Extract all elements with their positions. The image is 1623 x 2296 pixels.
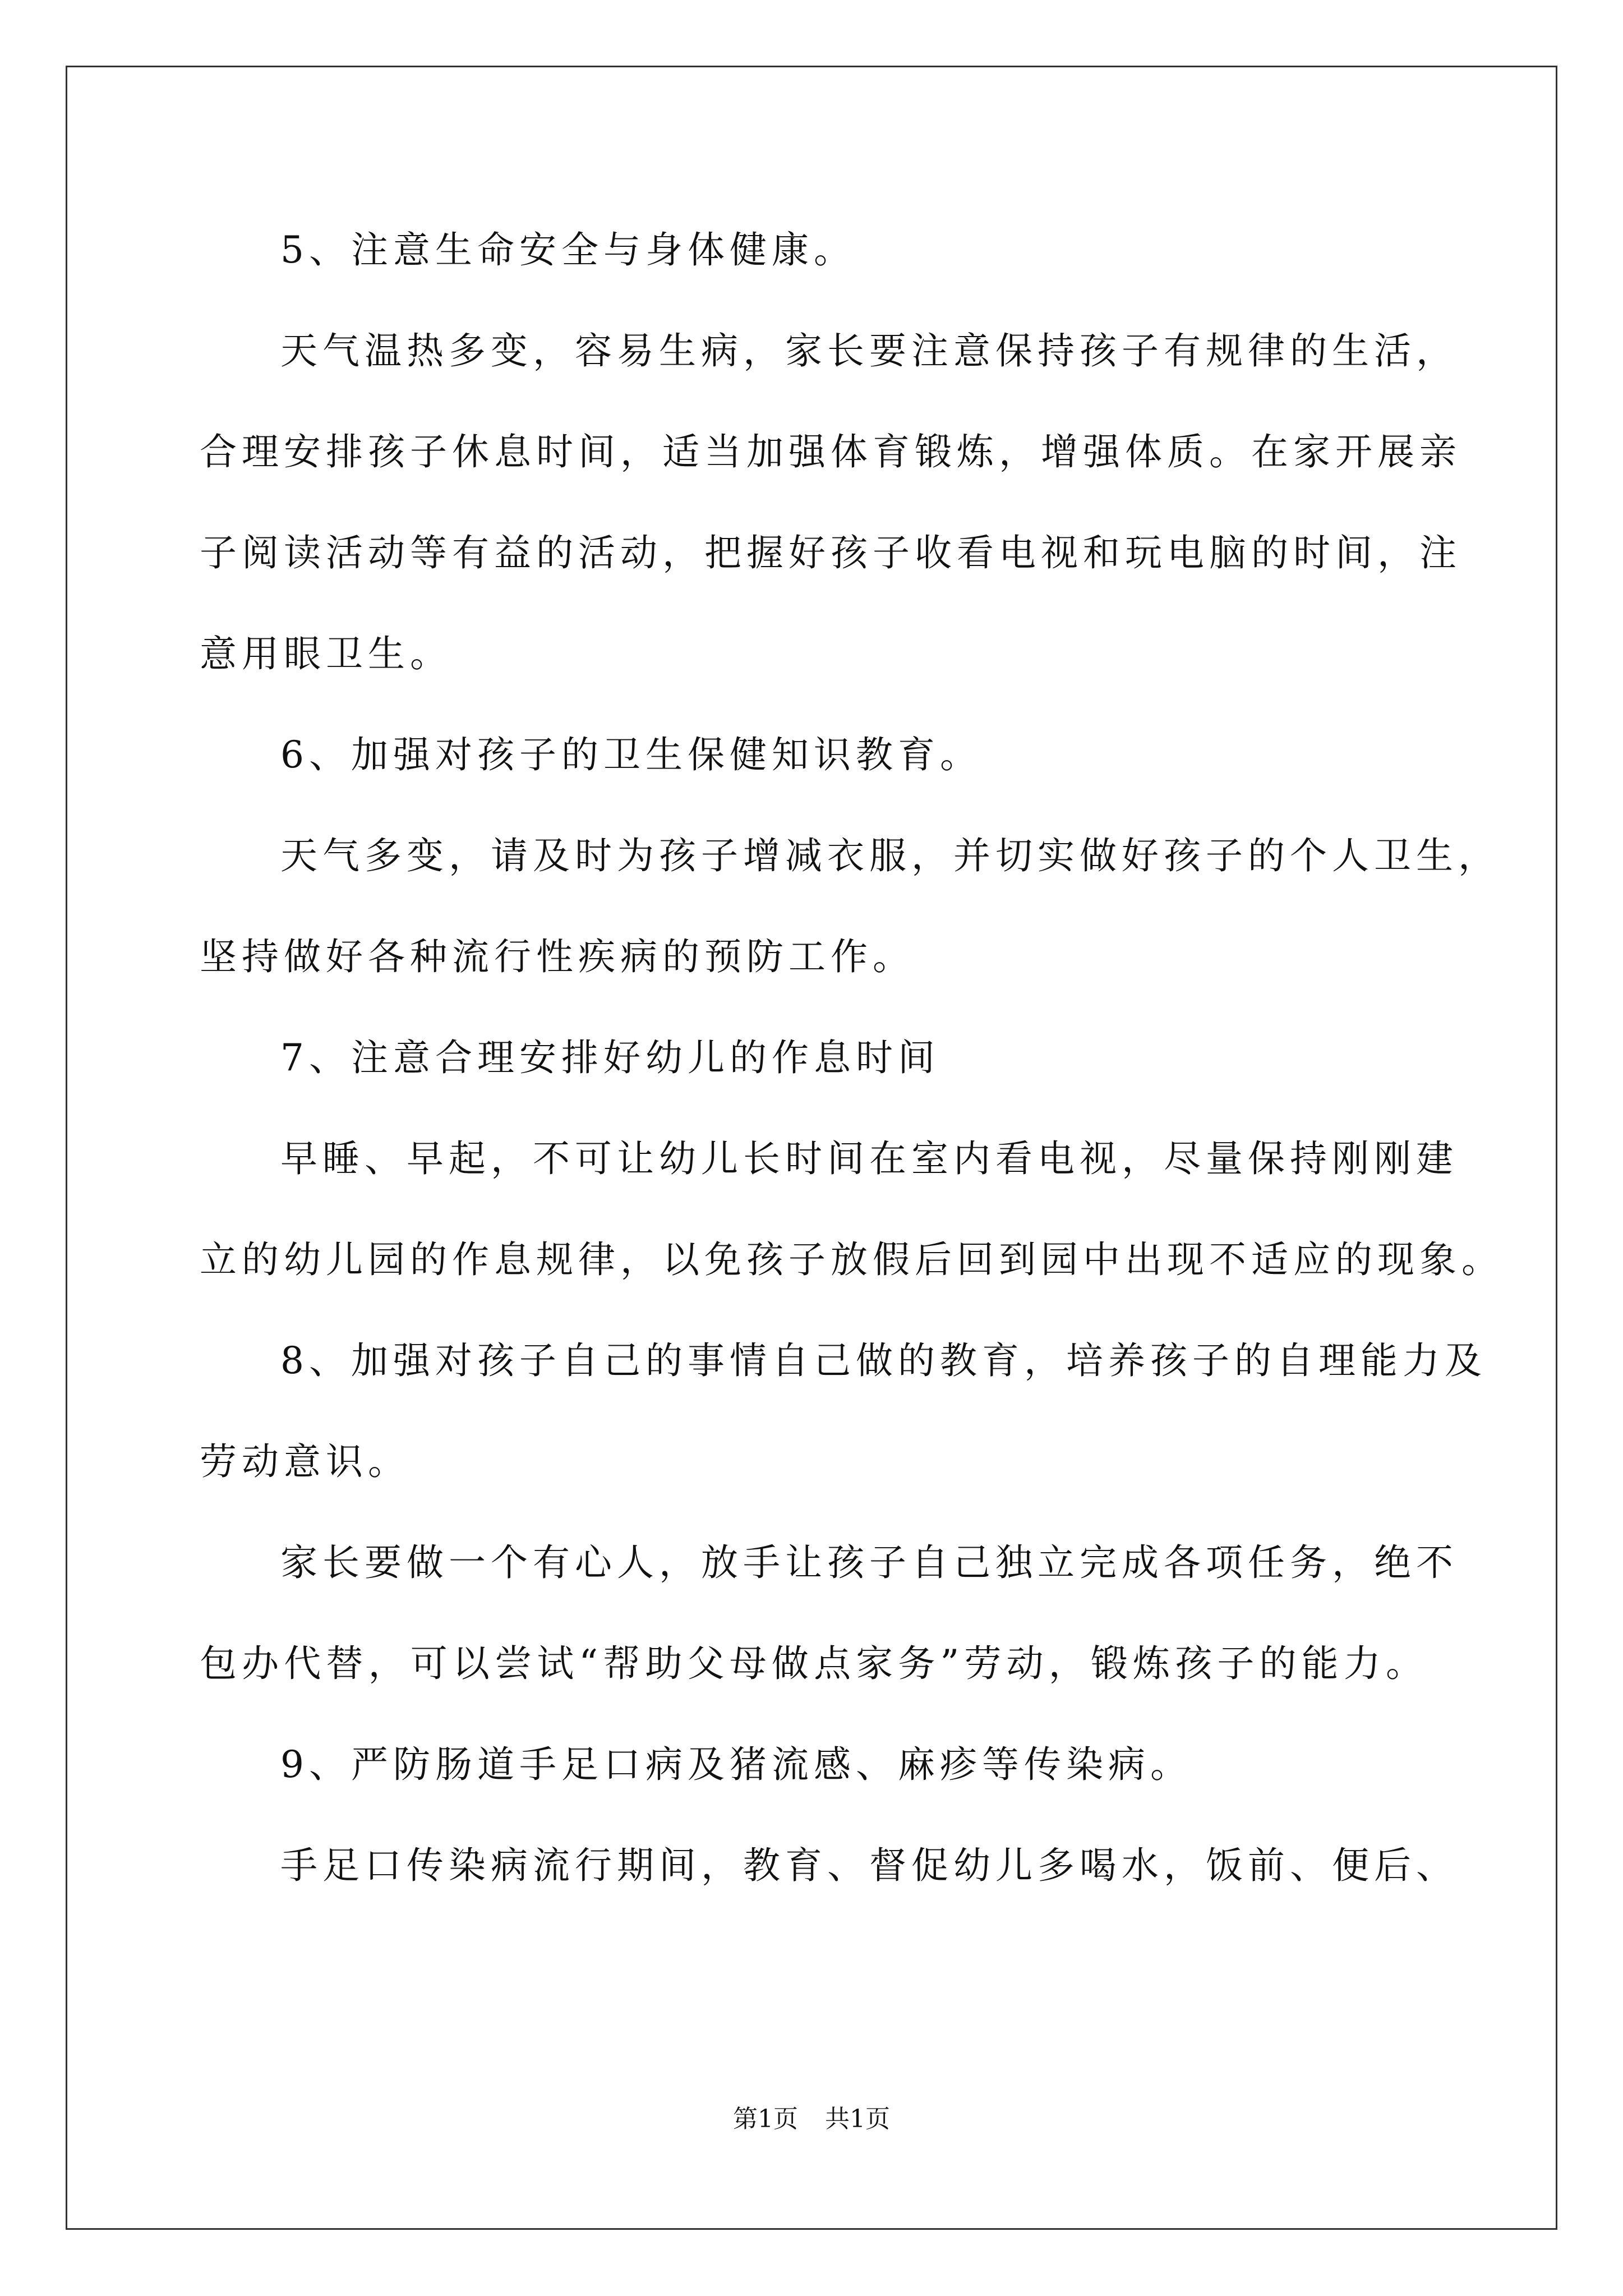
paragraph-line: 家长要做一个有心人，放手让孩子自己独立完成各项任务，绝不 <box>280 1541 1458 1584</box>
paragraph-line: 早睡、早起，不可让幼儿长时间在室内看电视，尽量保持刚刚建 <box>280 1137 1458 1180</box>
heading-item-8: 8、加强对孩子自己的事情自己做的教育，培养孩子的自理能力及 <box>280 1339 1487 1382</box>
paragraph-line: 子阅读活动等有益的活动，把握好孩子收看电视和玩电脑的时间，注 <box>200 531 1461 574</box>
paragraph-line: 天气温热多变，容易生病，家长要注意保持孩子有规律的生活， <box>280 329 1458 372</box>
paragraph-line: 包办代替，可以尝试“帮助父母做点家务”劳动，锻炼孩子的能力。 <box>200 1642 1428 1685</box>
heading-item-7: 7、注意合理安排好幼儿的作息时间 <box>280 1036 940 1079</box>
page-number: 第1页 <box>733 2105 798 2133</box>
paragraph-line: 手足口传染病流行期间，教育、督促幼儿多喝水，饭前、便后、 <box>280 1844 1458 1887</box>
heading-item-5: 5、注意生命安全与身体健康。 <box>280 228 856 272</box>
heading-item-9: 9、严防肠道手足口病及猪流感、麻疹等传染病。 <box>280 1743 1192 1786</box>
paragraph-line: 意用眼卫生。 <box>200 632 452 675</box>
page-total: 共1页 <box>825 2105 890 2133</box>
paragraph-line: 天气多变，请及时为孩子增减衣服，并切实做好孩子的个人卫生， <box>280 834 1500 877</box>
heading-item-6: 6、加强对孩子的卫生保健知识教育。 <box>280 733 982 776</box>
paragraph-line: 合理安排孩子休息时间，适当加强体育锻炼，增强体质。在家开展亲 <box>200 430 1461 473</box>
heading-item-8-continued: 劳动意识。 <box>200 1440 410 1483</box>
paragraph-line: 坚持做好各种流行性疾病的预防工作。 <box>200 935 915 978</box>
paragraph-line: 立的幼儿园的作息规律，以免孩子放假后回到园中出现不适应的现象。 <box>200 1238 1504 1281</box>
page-footer <box>0 2102 1623 2136</box>
